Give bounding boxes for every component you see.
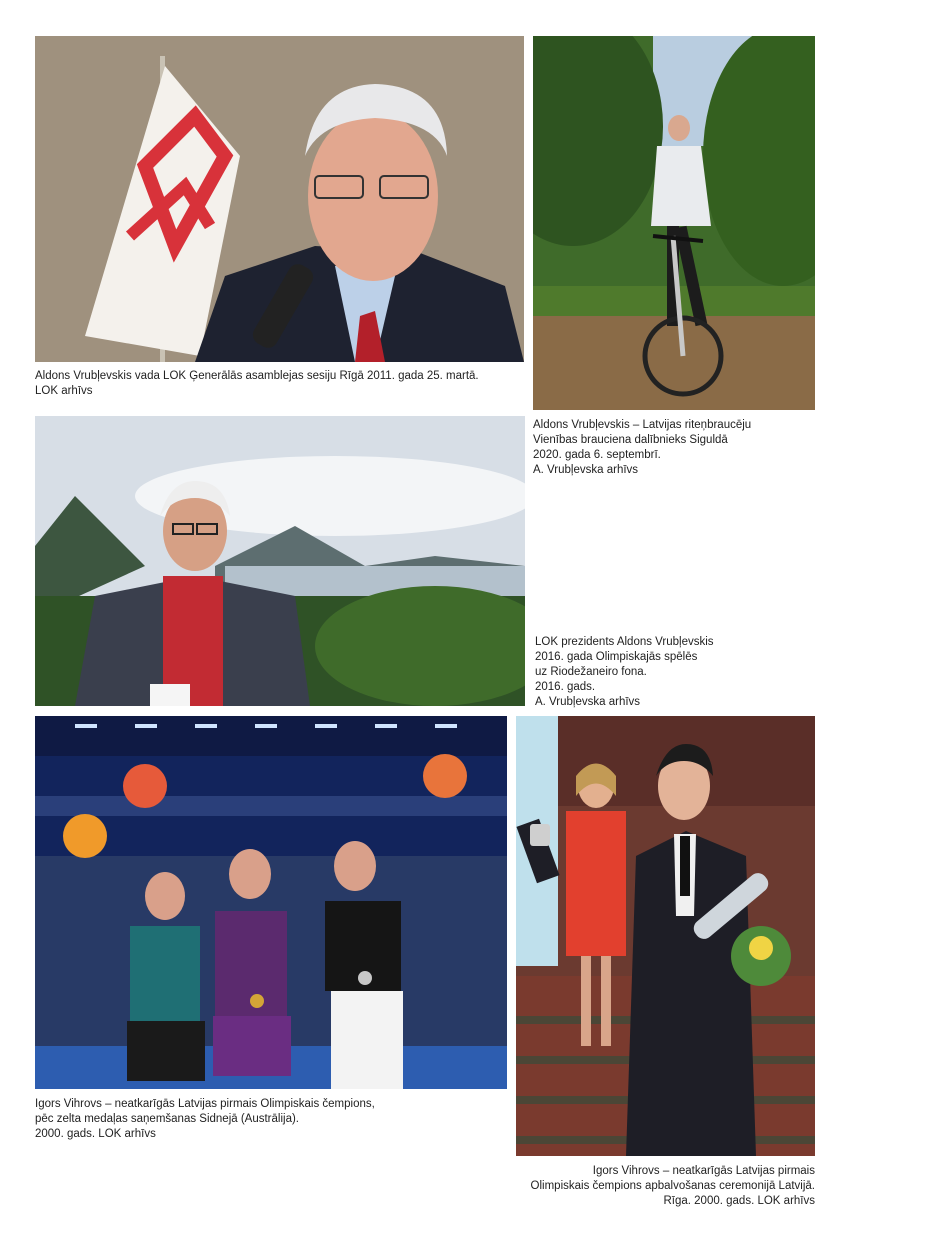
caption-riga-ceremony [531, 1164, 815, 1209]
caption-line: LOK arhīvs [35, 385, 93, 397]
caption-line: uz Riodežaneiro fona. [535, 666, 647, 678]
caption-line: Igors Vihrovs – neatkarīgās Latvijas pirmais [592, 1165, 815, 1177]
caption-line: Aldons Vrubļevskis vada LOK Ģenerālās asamblejas sesiju Rīgā 2011. gada 25. martā. [35, 370, 479, 382]
photo-riga-ceremony [516, 716, 815, 1156]
caption-line: 2016. gads. [535, 681, 596, 693]
caption-cyclist-sigulda [533, 418, 751, 478]
caption-rio-2016 [535, 635, 714, 710]
photo-cyclist-sigulda [533, 36, 815, 410]
photo-assembly-2011 [35, 36, 524, 362]
caption-line: Aldons Vrubļevskis – Latvijas riteņbraucēju [533, 419, 752, 431]
caption-line: A. Vrubļevska arhīvs [535, 696, 641, 708]
caption-line: 2000. gads. LOK arhīvs [35, 1128, 156, 1140]
caption-line: Rīga. 2000. gads. LOK arhīvs [663, 1195, 815, 1207]
caption-line: pēc zelta medaļas saņemšanas Sidnejā (Austrālija). [35, 1113, 299, 1125]
caption-line: 2020. gada 6. septembrī. [533, 449, 661, 461]
photo-rio-2016 [35, 416, 525, 706]
caption-line: Olimpiskais čempions apbalvošanas ceremonijā Latvijā. [530, 1180, 815, 1192]
caption-sydney-podium [35, 1097, 375, 1142]
caption-line: A. Vrubļevska arhīvs [533, 464, 639, 476]
caption-line: Vienības brauciena dalībnieks Siguldā [533, 434, 728, 446]
caption-assembly-2011 [35, 369, 479, 399]
caption-line: LOK prezidents Aldons Vrubļevskis [535, 636, 714, 648]
caption-line: Igors Vihrovs – neatkarīgās Latvijas pirmais Olimpiskais čempions, [35, 1098, 375, 1110]
photo-sydney-podium [35, 716, 507, 1089]
caption-line: 2016. gada Olimpiskajās spēlēs [535, 651, 698, 663]
